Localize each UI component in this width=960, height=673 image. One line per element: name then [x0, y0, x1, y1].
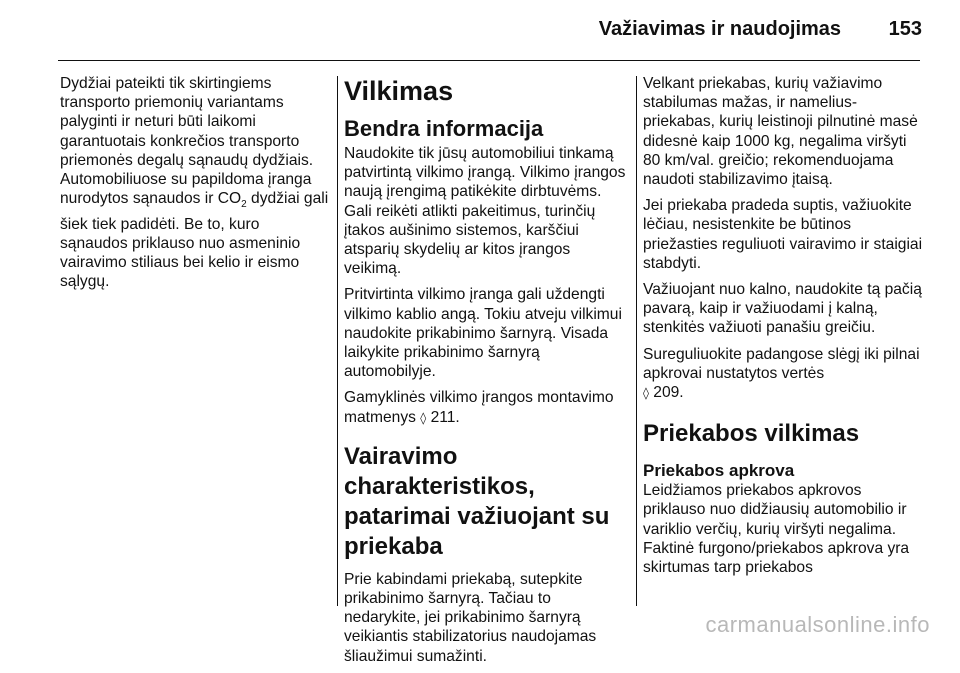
page-number: 153 [888, 18, 922, 40]
paragraph: Sureguliuokite padangose slėgį iki pilnai apkrovai nustatytos vertės ◊ 209. [643, 345, 920, 402]
page-reference[interactable]: 211. [430, 408, 460, 426]
column-3 [643, 74, 927, 584]
paragraph: Važiuojant nuo kalno, naudokite tą pačią pavarą, kaip ir važiuodami į kalną, stenkitės važiuoti panašiu greičiu. [643, 281, 922, 337]
paragraph: Pritvirtinta vilkimo įranga gali uždengti vilkimo kablio angą. Tokiu atveju vilkimui naudokite prikabinimo šarnyrą. Visada laikykite prikabinimo šarnyrą automobilyje. [344, 286, 622, 381]
chapter-title: Vilkimas [344, 76, 454, 106]
column-1 [60, 74, 330, 298]
page-header [599, 18, 922, 41]
paragraph: Prie kabindami priekabą, sutepkite prikabinimo šarnyrą. Tačiau to nedarykite, jei prikabinimo šarnyrą veikiantis stabilizatorius naudojamas šliaužimui sumažinti. [344, 570, 597, 665]
header-rule [58, 60, 920, 61]
paragraph: Leidžiamos priekabos apkrovos priklauso nuo didžiausių automobilio ir variklio verčių, kurių viršyti negalima. Faktinė furgono/priekabos apkrova yra skirtumas tarp priekabos [643, 482, 910, 577]
section-heading: Bendra informacija [344, 116, 544, 141]
section-title: Važiavimas ir naudojimas [598, 18, 842, 40]
paragraph: Jei priekaba pradeda suptis, važiuokite lėčiau, nesistenkite be būtinos priežasties reguliuoti vairavimo ir staigiai stabdyti. [643, 197, 923, 272]
chapter-title: Priekabos vilkimas [643, 420, 860, 448]
subsection-heading: Priekabos apkrova [643, 461, 795, 481]
column-divider-1 [337, 76, 338, 606]
paragraph: Velkant priekabas, kurių važiavimo stabilumas mažas, ir namelius-priekabas, kurių leistinoji pilnutinė masė didesnė kaip 1000 kg, negalima viršyti 80 km/val. greičio; rekomenduojama naudoti stabilizavimo įtaisą. [643, 75, 918, 189]
reference-icon: ◊ [420, 410, 427, 425]
column-divider-2 [636, 76, 637, 606]
column-2 [344, 74, 628, 673]
paragraph: Gamyklinės vilkimo įrangos montavimo matmenys ◊ 211. [344, 389, 614, 426]
paragraph: Dydžiai pateikti tik skirtingiems transporto priemonių variantams palyginti ir neturi būti laikomi garantuotais konkrečios transporto priemonės degalų sąnaudų dydžiais. Automobiliuose su papildoma įranga nurodytos sąnaudos ir $CO_2$ dydžiai gali šiek tiek padidėti. Be to, kuro sąnaudos priklauso nuo asmeninio vairavimo stiliaus bei kelio ir eismo sąlygų. [60, 75, 329, 291]
reference-icon: ◊ [643, 386, 649, 401]
section-heading: Vairavimo charakteristikos, patarimai važiuojant su priekaba [344, 442, 610, 560]
paragraph: Naudokite tik jūsų automobiliui tinkamą patvirtintą vilkimo įrangą. Vilkimo įrangos naują įrengimą patikėkite dirbtuvėms. Gali reikėti atlikti pakeitimus, turinčių įtakos aušinimo sistemos, karščiui atsparių skydelių ar kitos įrangos veikimą. [344, 145, 626, 278]
page-reference[interactable]: 209. [653, 384, 684, 402]
watermark: carmanualsonline.info [705, 612, 930, 637]
